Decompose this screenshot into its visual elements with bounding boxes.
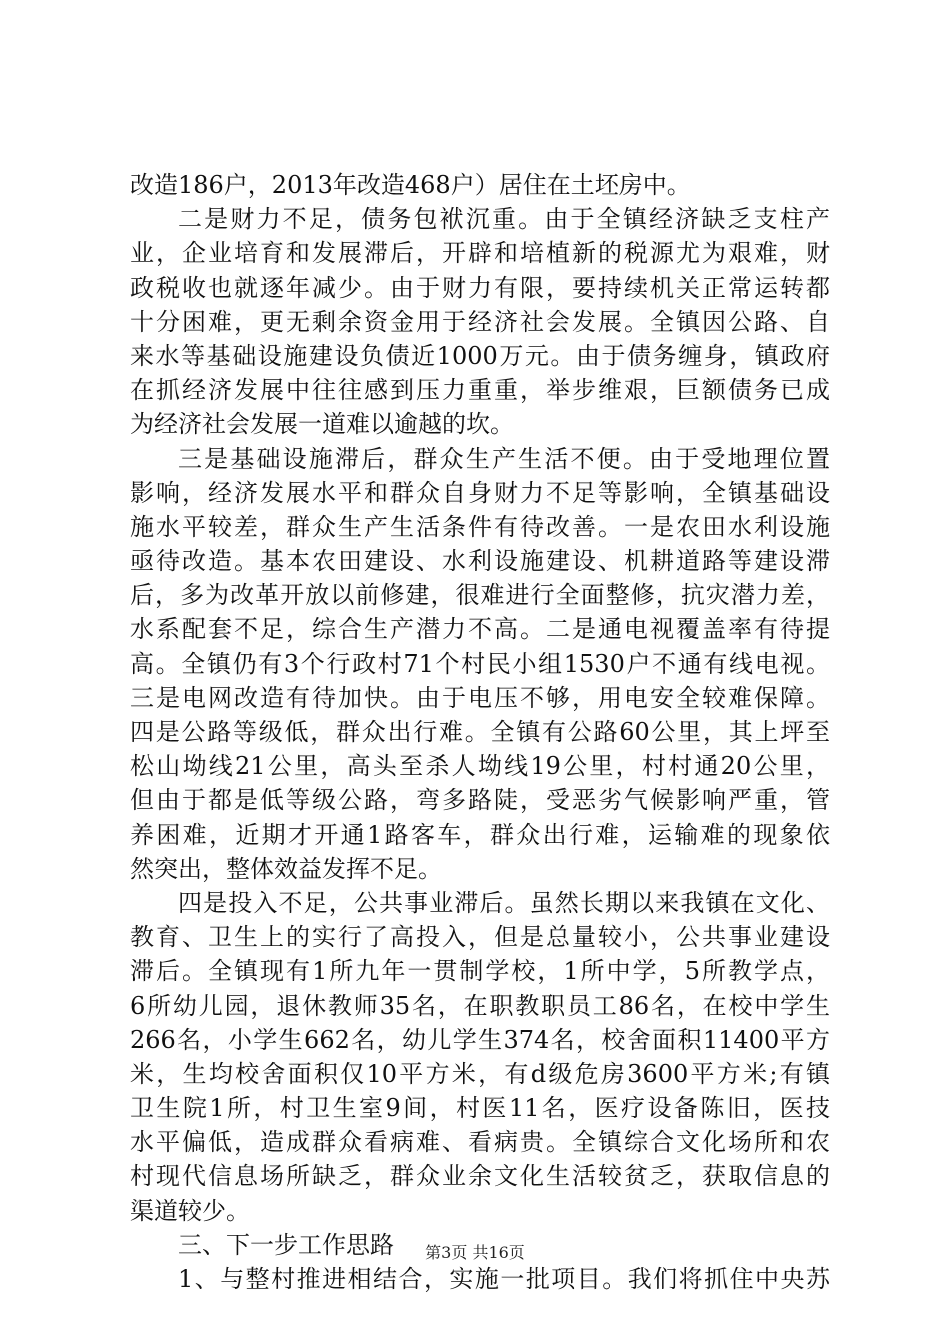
- text-line: 十分困难，更无剩余资金用于经济社会发展。全镇因公路、自: [130, 307, 830, 336]
- text-line: 四是投入不足，公共事业滞后。虽然长期以来我镇在文化、: [178, 888, 830, 917]
- text-line: 村现代信息场所缺乏，群众业余文化生活较贫乏，获取信息的: [130, 1162, 830, 1191]
- text-line: 来水等基础设施建设负债近1000万元。由于债务缠身，镇政府: [130, 341, 830, 370]
- document-body: [130, 168, 830, 1296]
- text-line: 高。全镇仍有3个行政村71个村民小组1530户不通有线电视。: [130, 649, 830, 678]
- text-line: 后，多为改革开放以前修建，很难进行全面整修，抗灾潜力差，: [130, 581, 830, 610]
- text-line: 6所幼儿园，退休教师35名，在职教职员工86名，在校中学生: [130, 991, 830, 1020]
- text-line: 三是基础设施滞后，群众生产生活不便。由于受地理位置: [178, 444, 830, 473]
- text-line: 水平偏低，造成群众看病难、看病贵。全镇综合文化场所和农: [130, 1128, 830, 1157]
- page-footer: 第3页 共16页: [425, 1243, 525, 1262]
- text-line: 业，企业培育和发展滞后，开辟和培植新的税源尤为艰难，财: [130, 239, 830, 268]
- text-line: 米，生均校舍面积仅10平方米，有d级危房3600平方米;有镇: [130, 1059, 830, 1088]
- text-line: 渠道较少。: [130, 1196, 250, 1225]
- text-line: 养困难，近期才开通1路客车，群众出行难，运输难的现象依: [130, 820, 830, 849]
- text-line: 亟待改造。基本农田建设、水利设施建设、机耕道路等建设滞: [130, 547, 830, 576]
- text-line: 然突出，整体效益发挥不足。: [130, 854, 442, 883]
- text-line: 影响，经济发展水平和群众自身财力不足等影响，全镇基础设: [130, 478, 830, 507]
- text-line: 二是财力不足，债务包袱沉重。由于全镇经济缺乏支柱产: [178, 205, 830, 234]
- text-line: 三是电网改造有待加快。由于电压不够，用电安全较难保障。: [130, 683, 830, 712]
- text-line: 但由于都是低等级公路，弯多路陡，受恶劣气候影响严重，管: [130, 786, 830, 815]
- text-line: 266名，小学生662名，幼儿学生374名，校舍面积11400平方: [130, 1025, 830, 1054]
- text-line: 改造186户，2013年改造468户）居住在土坯房中。: [130, 171, 691, 199]
- text-line: 施水平较差，群众生产生活条件有待改善。一是农田水利设施: [130, 512, 830, 541]
- text-line: 四是公路等级低，群众出行难。全镇有公路60公里，其上坪至: [130, 718, 830, 746]
- text-line: 1、与整村推进相结合，实施一批项目。我们将抓住中央苏: [178, 1265, 830, 1293]
- text-line: 在抓经济发展中往往感到压力重重，举步维艰，巨额债务已成: [130, 376, 830, 405]
- text-line: 为经济社会发展一道难以逾越的坎。: [130, 410, 514, 439]
- text-line: 滞后。全镇现有1所九年一贯制学校，1所中学，5所教学点，: [130, 957, 830, 986]
- text-line: 卫生院1所，村卫生室9间，村医11名，医疗设备陈旧，医技: [130, 1094, 830, 1123]
- text-line: 教育、卫生上的实行了高投入，但是总量较小，公共事业建设: [130, 923, 830, 952]
- text-line: 水系配套不足，综合生产潜力不高。二是通电视覆盖率有待提: [130, 615, 830, 644]
- text-line: 政税收也就逐年减少。由于财力有限，要持续机关正常运转都: [130, 273, 830, 302]
- text-line: 三、下一步工作思路: [178, 1230, 394, 1259]
- text-line: 松山坳线21公里，高头至杀人坳线19公里，村村通20公里，: [130, 752, 830, 781]
